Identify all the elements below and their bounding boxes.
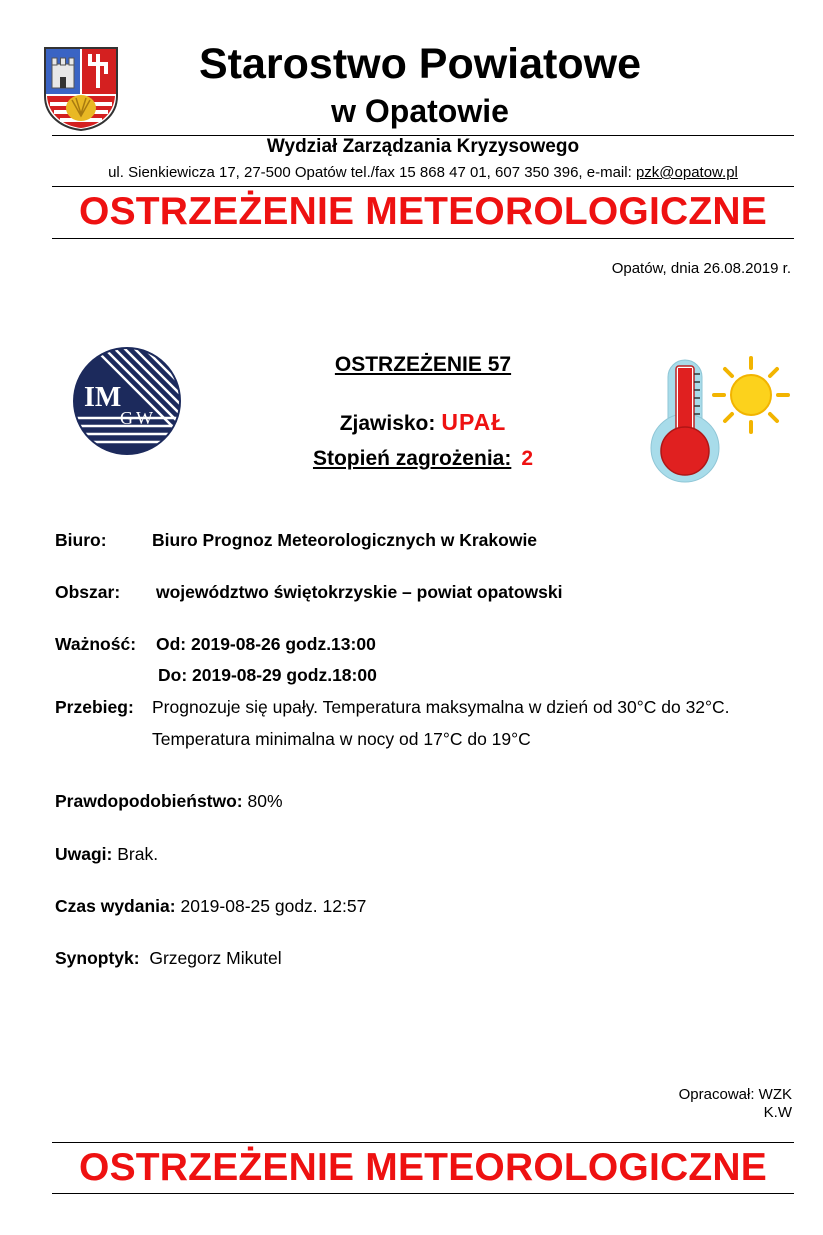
issued-line — [55, 895, 366, 917]
address-text: ul. Sienkiewicza 17, 27-500 Opatów tel./fax 15 868 47 01, 607 350 396, e-mail: — [108, 164, 632, 181]
warning-number: OSTRZEŻENIE 57 — [334, 353, 512, 376]
synoptic-value: Grzegorz Mikutel — [149, 948, 282, 968]
prepared-by: Opracował: WZK — [678, 1086, 792, 1103]
threat-level-value: 2 — [521, 447, 534, 470]
phenomenon-line — [200, 407, 646, 439]
issued-label: Czas wydania: — [55, 896, 176, 916]
phenomenon-label: Zjawisko: — [339, 412, 436, 435]
validity-from: Od: 2019-08-26 godz.13:00 — [156, 634, 376, 654]
area-label: Obszar: — [55, 582, 121, 602]
synoptic-line — [55, 947, 282, 969]
issued-value: 2019-08-25 godz. 12:57 — [180, 896, 367, 916]
probability-value: 80% — [247, 791, 283, 811]
threat-level-line — [200, 445, 646, 473]
office-subtitle: w Opatowie — [331, 93, 509, 129]
probability-label: Prawdopodobieństwo: — [55, 791, 243, 811]
coat-of-arms-icon — [42, 44, 120, 132]
footer-divider-bottom — [52, 1193, 794, 1194]
imgw-logo-text-im: IM — [84, 382, 122, 413]
office-title: Starostwo Powiatowe — [198, 40, 641, 88]
thermometer-sun-icon — [648, 356, 790, 486]
validity-label: Ważność: — [55, 634, 137, 654]
warning-banner-top: OSTRZEŻENIE METEOROLOGICZNE — [79, 190, 767, 233]
validity-to: Do: 2019-08-29 godz.18:00 — [158, 665, 377, 685]
email-link[interactable]: pzk@opatow.pl — [635, 164, 738, 181]
phenomenon-value: UPAŁ — [441, 409, 507, 435]
course-line-2: Temperatura minimalna w nocy od 17°C do 19°C — [152, 729, 531, 749]
contact-address — [52, 164, 794, 182]
office-label: Biuro: — [55, 530, 107, 550]
remarks-value: Brak. — [117, 844, 159, 864]
address-divider — [52, 186, 794, 187]
course-label: Przebieg: — [55, 697, 134, 717]
footer-divider-top — [52, 1142, 794, 1143]
author-initials: K.W — [763, 1104, 792, 1121]
remarks-label: Uwagi: — [55, 844, 113, 864]
prepared-by-block — [679, 1086, 792, 1122]
area-value: województwo świętokrzyskie – powiat opatowski — [156, 582, 563, 602]
department-name: Wydział Zarządzania Kryzysowego — [266, 136, 580, 157]
course-line-1: Prognozuje się upały. Temperatura maksymalna w dzień od 30°C do 32°C. — [152, 697, 730, 717]
imgw-logo-text-gw: GW — [120, 408, 156, 428]
threat-level-label: Stopień zagrożenia: — [312, 447, 512, 470]
office-value: Biuro Prognoz Meteorologicznych w Krakowie — [152, 530, 538, 550]
issue-date: Opatów, dnia 26.08.2019 r. — [611, 260, 791, 277]
banner-divider — [52, 238, 794, 239]
probability-line — [55, 790, 283, 812]
remarks-line — [55, 843, 158, 865]
warning-banner-bottom: OSTRZEŻENIE METEOROLOGICZNE — [79, 1146, 767, 1189]
synoptic-label: Synoptyk: — [55, 948, 140, 968]
imgw-logo-icon — [72, 346, 182, 456]
